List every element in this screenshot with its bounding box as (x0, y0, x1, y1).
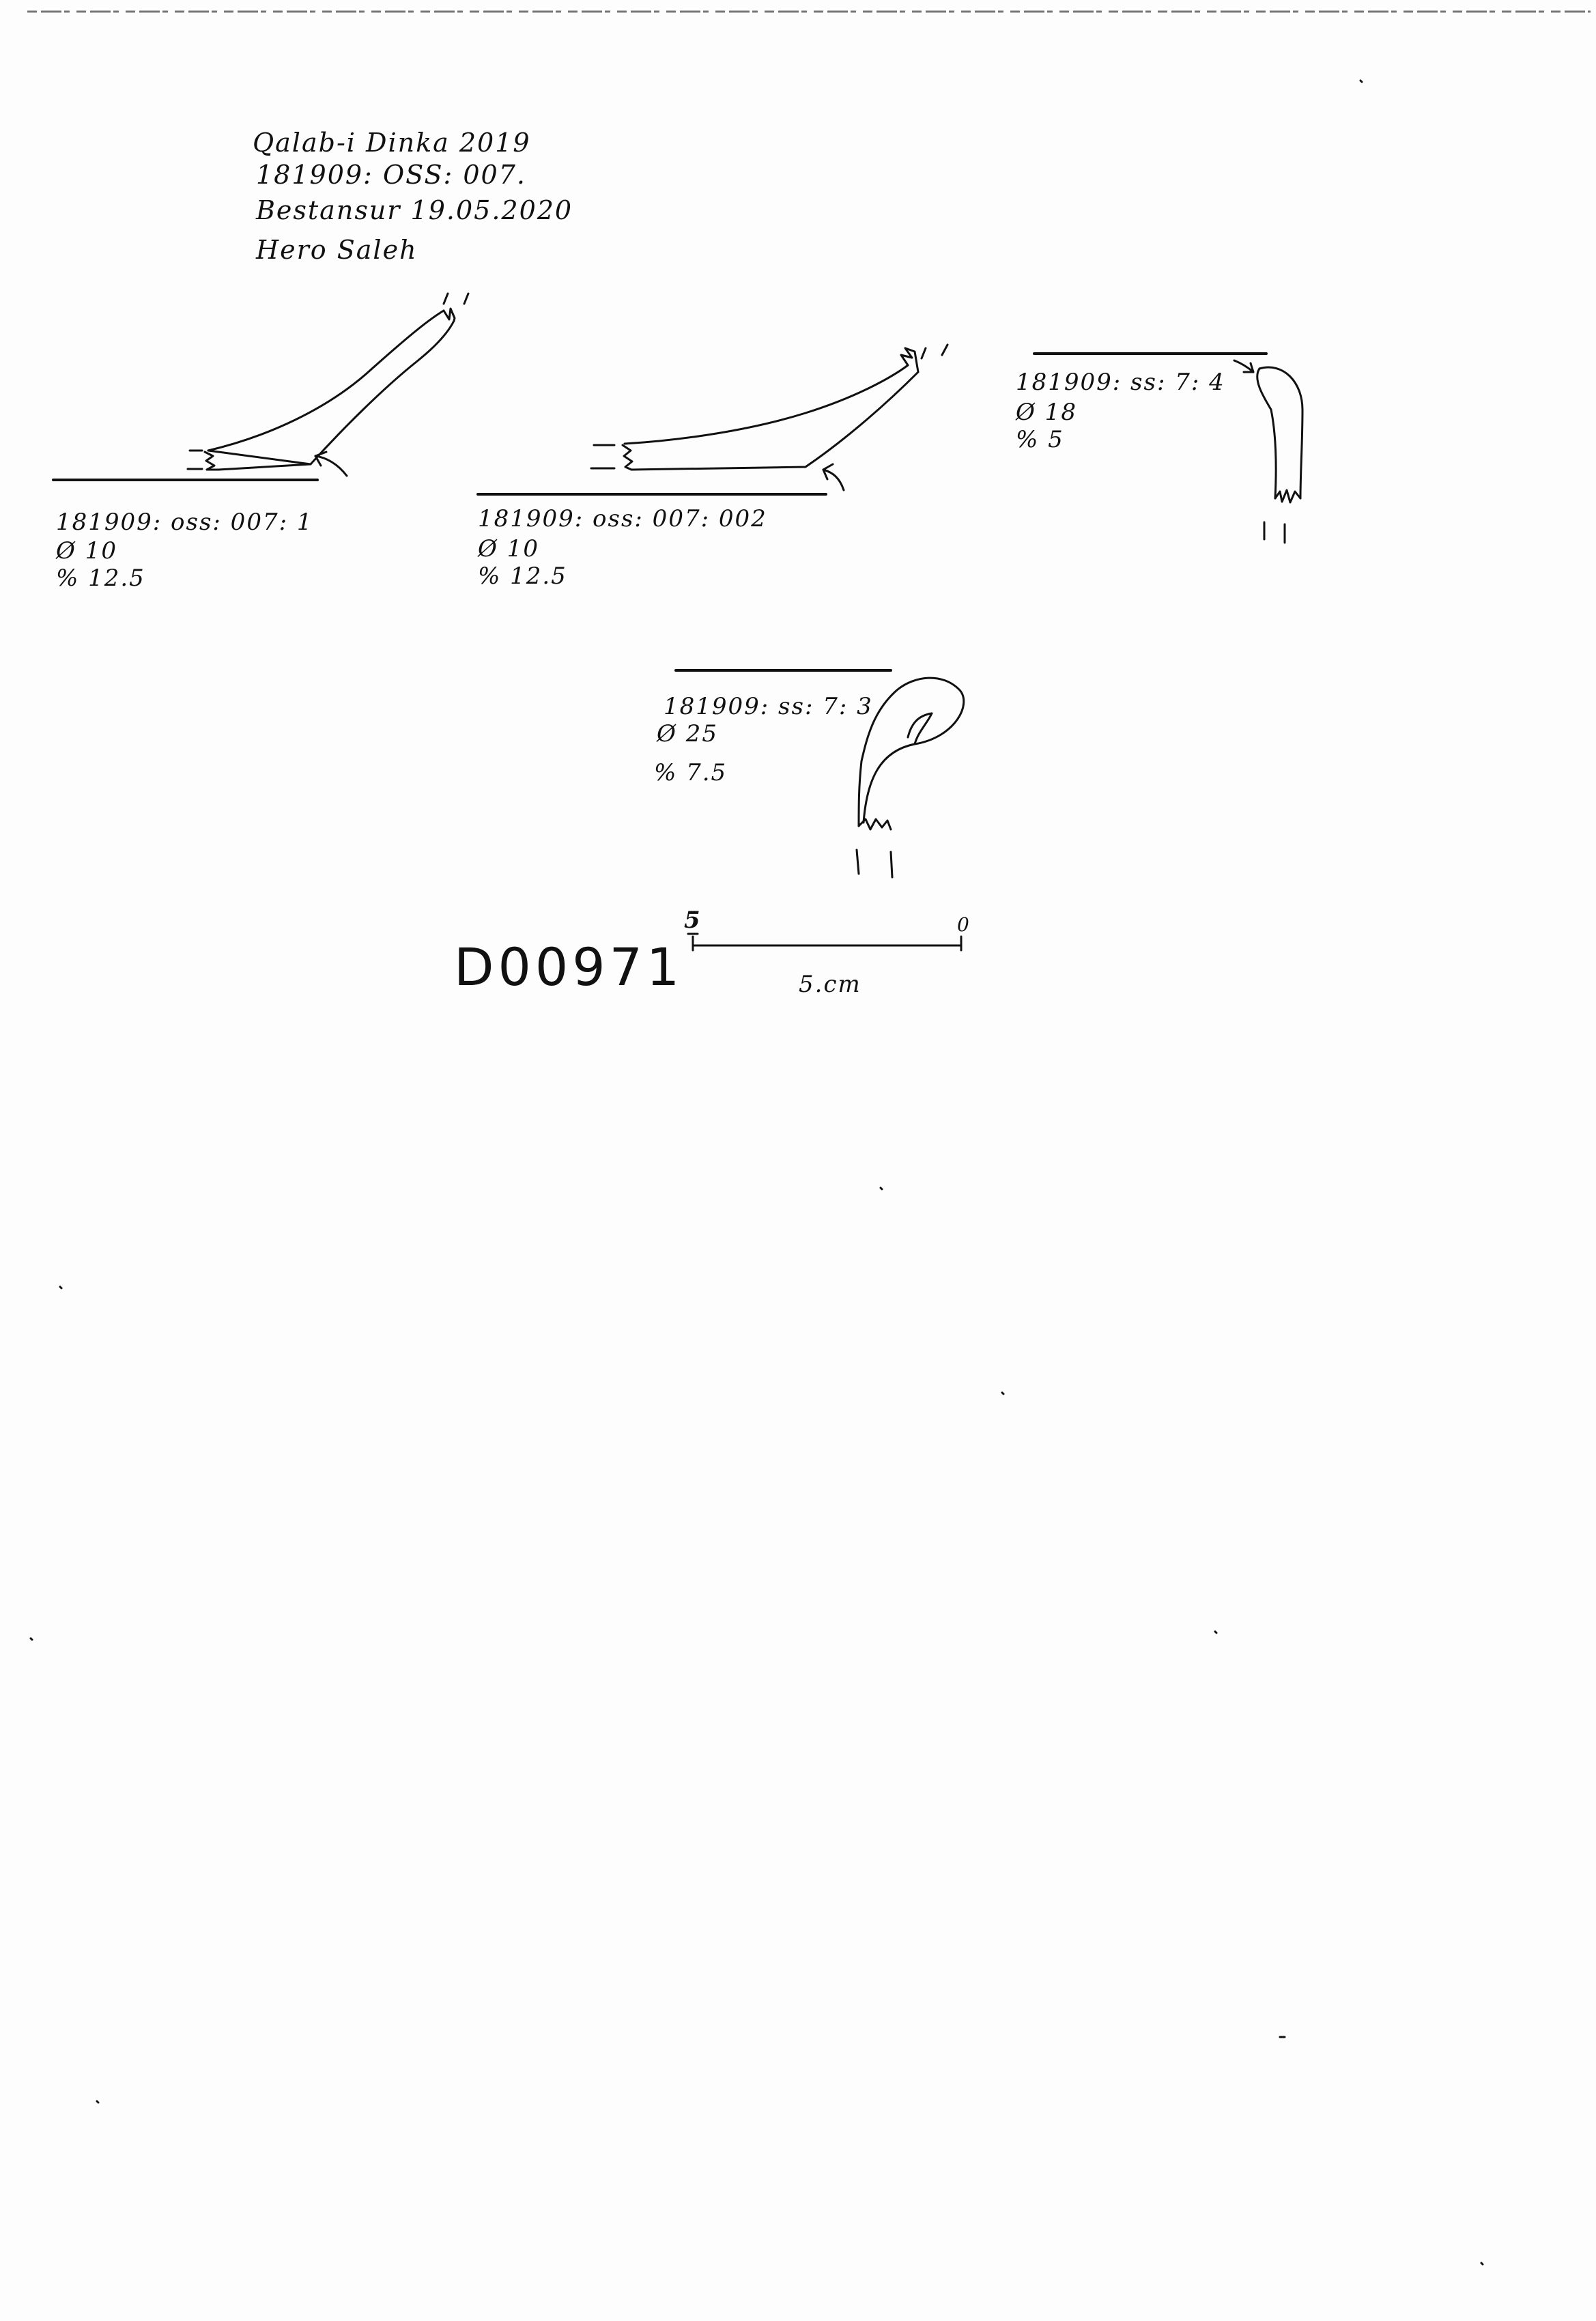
scale-unit-label: 5.cm (799, 971, 861, 998)
find-4-percent: % 5 (1016, 426, 1064, 453)
find-2-diameter: Ø 10 (478, 535, 539, 563)
place-and-date: Bestansur 19.05.2020 (256, 195, 573, 225)
find-1-percent: % 12.5 (56, 565, 145, 592)
find-2-percent: % 12.5 (478, 563, 567, 590)
context-number: 181909: OSS: 007. (256, 160, 526, 190)
scale-bar (688, 934, 961, 950)
find-2-profile (478, 345, 947, 494)
scan-specks (31, 81, 1483, 2264)
find-3-id: 181909: ss: 7: 3 (664, 693, 873, 720)
find-2-id: 181909: oss: 007: 002 (478, 505, 767, 532)
find-4-id: 181909: ss: 7: 4 (1016, 369, 1225, 396)
sheet-number: D00971 (454, 937, 684, 997)
illustrator-name: Hero Saleh (256, 235, 418, 265)
find-1-id: 181909: oss: 007: 1 (56, 509, 313, 536)
scale-left-label: 5 (684, 907, 702, 934)
find-1-diameter: Ø 10 (56, 537, 117, 565)
scale-right-label: 0 (957, 913, 971, 936)
find-1-profile (53, 294, 468, 480)
site-name: Qalab-i Dinka 2019 (253, 128, 531, 158)
find-3-diameter: Ø 25 (657, 720, 718, 747)
find-4-diameter: Ø 18 (1016, 399, 1077, 426)
find-3-percent: % 7.5 (654, 759, 728, 786)
